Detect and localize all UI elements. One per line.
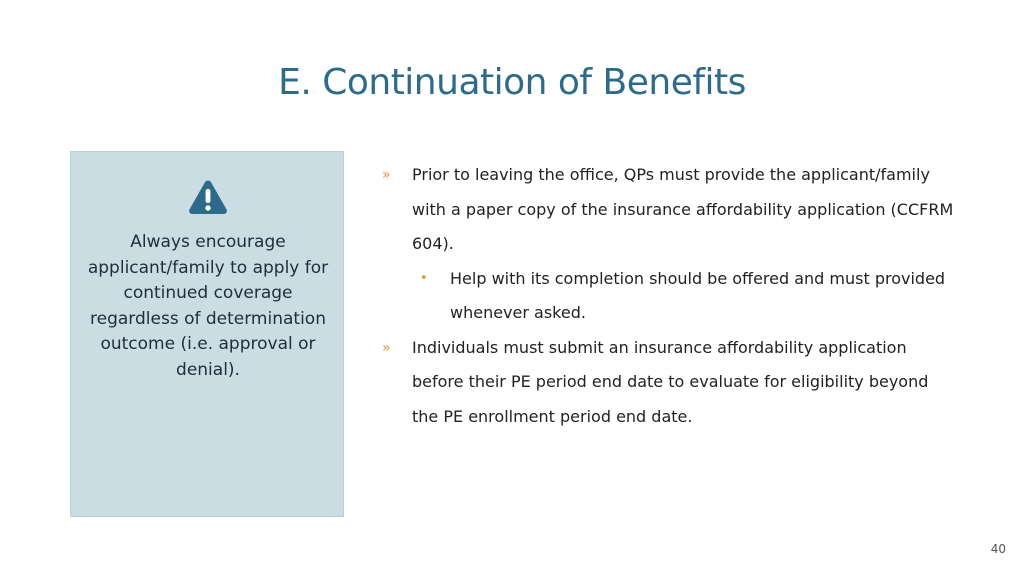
list-item [378, 331, 958, 435]
bullet-text: Individuals must submit an insurance affordability application before their PE period end date to evaluate for eligibility beyond the PE enrollment period end date. [412, 337, 929, 426]
chevron-bullet-icon: » [382, 339, 391, 356]
list-item [378, 262, 958, 331]
callout-text: Always encourage applicant/family to apply for continued coverage regardless of determination outcome (i.e. approval or denial). [87, 232, 329, 380]
slide-title: E. Continuation of Benefits [278, 62, 746, 103]
bullet-list [378, 158, 958, 434]
warning-icon [188, 179, 228, 215]
bullet-text: Prior to leaving the office, QPs must provide the applicant/family with a paper copy of the insurance affordability application (CCFRM 604). [412, 165, 954, 253]
sub-bullet-text: Help with its completion should be offered and must provided whenever asked. [450, 268, 946, 322]
page-number: 40 [990, 542, 1006, 556]
chevron-bullet-icon: » [382, 167, 391, 183]
list-item [378, 158, 958, 262]
dot-bullet-icon: • [420, 270, 428, 286]
callout-box [70, 151, 344, 517]
